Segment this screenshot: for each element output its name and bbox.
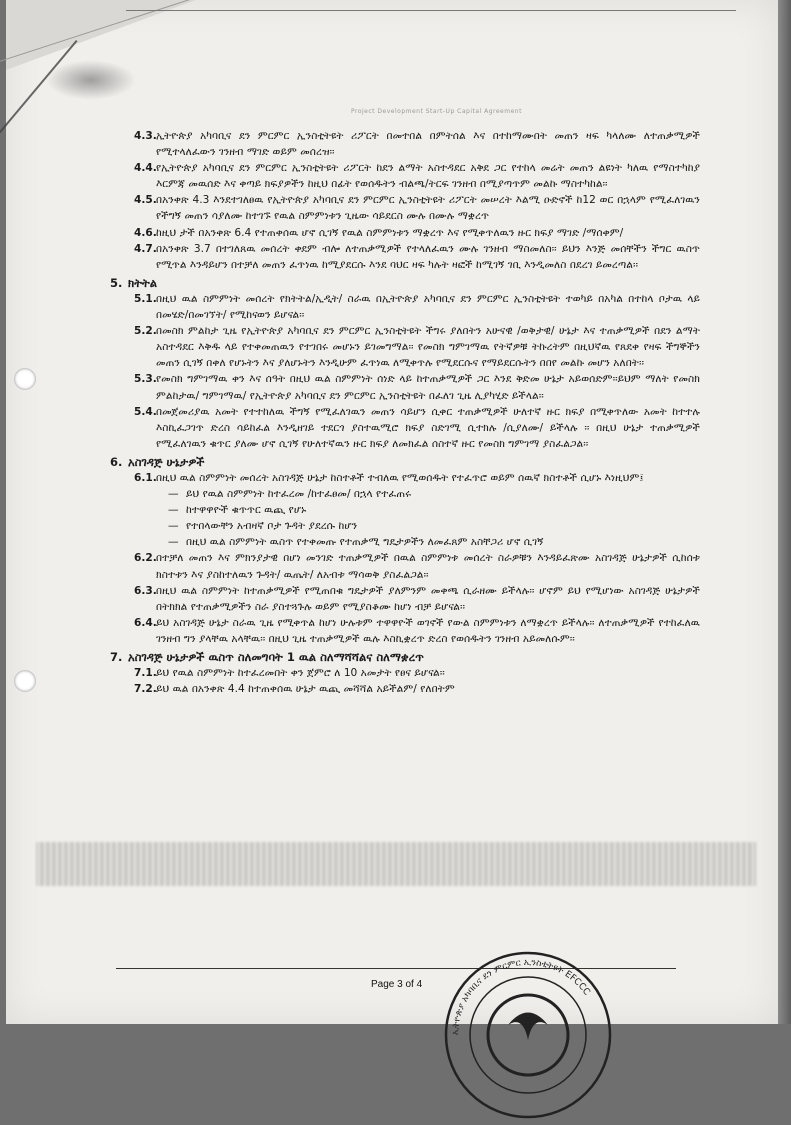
clause-5-3: 5.3. የመስክ ግምገማዉ ቀን እና ሰዓት በዚህ ዉል ስምምነት ሰነድ ላይ ከተጠቃሚዎች ጋር እንደ ቅድመ ሁኔታ አይወሰድም፡፡ይህም ማለት የመስክ ምልከታዉ/ ግምገማዉ/ የኢትዮጵያ አካባቢና ደን ምርምር ኢንስቲትዩት በፈለገ ጊዜ ሊያካሂድ ይችላል፡፡ <box>134 373 700 402</box>
seal-text: ኢትዮጵያ አካባቢና ደን ምርምር ኢንስቲትዩት EFCCC <box>450 957 592 1036</box>
clause-5-2: 5.2. በመስክ ምልከታ ጊዜ የኢትዮጵያ አካባቢና ደን ምርምር ኢንስቲትዩት ችግሩ ያለበትን አሁናዊ /ወቅታዊ/ ሁኔታ እና ተጠቃሚዎች በደን ልማት አስተዳደር እቅዱ ላይ የተቀመጠዉን የተገበሩ መሆኑን ይገመግማል፡፡ የመስክ ግምገማዉ የትኛዎቹ ትኩረትም በዚህኛዉ የጸደቀ የዛፍ ችግኞችን መጠን ሲገኝ በቀለ የሆኑትን እና ያለሆኑትን እንዲሁም ፈጥነዉ ለሚቀጥሉ የሚደርሱና የማይደርሱትን በበየ መልኩ መሆን አለበት፡፡ <box>134 325 700 370</box>
clause-5-1: 5.1. በዚህ ዉል ስምምነት መሰረት የክትትል/ኢዲት/ ስራዉ በኢትዮጵያ አካባቢና ደን ምርምር ኢንስቲትዩት ተወካይ በአካል በተከላ ቦታዉ ላይ በመሄድ/በመገኘት/ የሚከናወን ይሆናል፡፡ <box>134 292 700 322</box>
dash-bullet-icon: — <box>168 520 179 533</box>
clause-6-1: 6.1. በዚህ ዉል ስምምነት መሰረት አስገዳጅ ሁኔታ ከስተቶች ተብለዉ የሚወሰዱት የተፈጥሮ ወይም ሰዉኛ ክስተቶች ሲሆኑ እነዚህም፤ <box>134 471 644 484</box>
dash-list-item: — ይህ የዉል ስምምነት ከተፈረመ /ከተፈፀመ/ በኋላ የተፈጠሩ <box>110 486 700 502</box>
clause-7-2: 7.2. ይህ ዉል በአንቀጽ 4.4 ከተጠቀሰዉ ሁኔታ ዉጪ መሻሻል አይችልም/ የለበትም <box>134 683 455 696</box>
dash-bullet-icon: — <box>168 504 179 517</box>
header-rule <box>126 10 736 11</box>
punch-hole-icon <box>14 670 36 692</box>
section-7-heading: 7. አስገዳጅ ሁኔታዎች ዉስጥ ስለመግባት 1 ዉል ስለማሻሻልና ስለማቋረጥ <box>110 650 424 664</box>
clause-6-3: 6.3. በዚህ ዉል ስምምነት ከተጠቃሚዎች የሚጠበቁ ግዴታዎች ያለምንም መቀጫ ሲራዘሙ ይችላሉ፡፡ ሆኖም ይህ የሚሆነው አስገዳጅ ሁኔታዎች በትክክል የተጠቃሚዎችን ስራ ያስተጓጉሉ ወይም የሚያስቆሙ ከሆነ ብቻ ይሆናል፡፡ <box>134 584 700 613</box>
dash-list-item: — በዚህ ዉል ስምምነት ዉስጥ የተቀመጡ የተጠቃሚ ግዴታዎችን ለመፈጸም አስቸጋሪ ሆኖ ሲገኝ <box>110 534 700 550</box>
document-page <box>6 0 778 1036</box>
clause-6-2: 6.2. በተቻለ መጠን እና ምክንያታዊ በሆነ መንገድ ተጠቃሚዎች በዉል ስምምነቱ መሰረት ስራዎቹን እንዳይፈጽሙ አስገዳጅ ሁኔታዎች ሲከሰቱ ክስተቱን እና ያስከተለዉን ጉዳት/ ዉጤት/ ለአብቱ ማሳወቅ ያስፈልጋል፡፡ <box>134 552 700 581</box>
dash-bullet-icon: — <box>168 488 179 501</box>
clause-4-5: 4.5. በአንቀጽ 4.3 እንደተገለፀዉ የኢትዮጵያ አካባቢና ደን ምርምር ኢንስቲትዩት ሪፖርት መሠረት እልሚ ዑድኖች ከ12 ወር በኋላም የሚፈለገዉን የችግኝ መጠን ሳያለሙ ከተገኙ የዉል ስምምነቱን ጊዜው ሳይደርስ ሙሉ በሙሉ ማቋረጥ <box>134 194 700 223</box>
clause-5-4: 5.4. በመጀመሪያዉ አመት የተተከለዉ ችግኝ የሚፈለገዉን መጠን ሳይሆን ሲቀር ተጠቃሚዎች ሁለተኛ ዙር ክፍያ በሚቀጥለው አመት ከተተሉ እስኪፈጋገጥ ድረስ ሳይከፈል እንዲዘገይ ተደርጎ ያስተዉሚሮ ክፍያ ስድገሚ ሲተክሉ /ሲያለሙ/ ይችላሉ ፡፡ በዚህ ሁኔታ ተጠቃሚዎች የሚፈለገዉን ቁጥር ያለሙ ሆኖ ሲገኝ የሁለተኛዉን ዙር ክፍያ ለመክፈል ሰስተኛ ዙር የመስክ ግምገማ ያስፈልጋል፡፡ <box>134 405 700 450</box>
dash-list-item: — የተበላውቸን አብዛኛ ቦታ ጉዳት ያደረሱ ከሆን <box>110 518 700 534</box>
document-body <box>110 128 700 697</box>
scanner-edge <box>778 0 791 1024</box>
page-number: Page 3 of 4 <box>371 979 423 990</box>
dash-list-item: — ከተዋዋዮች ቁጥጥር ዉጪ የሆኑ <box>110 502 700 518</box>
section-5-heading: 5. ክትትል <box>110 275 158 290</box>
punch-hole-icon <box>14 368 36 390</box>
official-seal-icon <box>438 945 618 1125</box>
section-6-heading: 6. አስገዳጅ ሁኔታዎች <box>110 454 205 469</box>
clause-4-6: 4.6. ከዚህ ታች በአንቀጽ 6.4 የተጠቀሰዉ ሆኖ ሲገኝ የዉል ስምምነቱን ማቋረጥ እና የሚቀጥለዉን ዙር ክፍያ ማገድ /ማሰቀም/ <box>134 226 624 239</box>
clause-4-4: 4.4. የኢትዮጵያ አካባቢና ደን ምርምር ኢንስቲትዩት ሪፖርት ከደን ልማት አስተዳደር አቅደ ጋር የተከላ መሬት መጠን ልዩነት ካለዉ የማስተካከያ እርምጃ መዉሰድ እና ቀጣይ ክፍያዎችን ከዚህ በፊት የወሰዱትን ብልጫ/ትርፍ ገንዘብ በሚያጣጥም መልኩ ማስተካከል፡፡ <box>134 162 700 191</box>
clause-4-7: 4.7. በአንቀጽ 3.7 በተገለጸዉ መሰረት ቀደም ብሎ ለተጠቃሚዎች የተላለፈዉን ሙሉ ገንዘብ ማስመለስ፡፡ ይህን እንጅ መሰቸችን ችግር ዉስጥ የሚጥል እንዳይሆን በተቻለ መጠን ፈጥነዉ ከሚያደርሱ እንደ ባህር ዛፍ ካሉት ዛፎች ከሚገኝ ገቢ እንዲመለስ በደረገ ይመረጣል፡፡ <box>134 242 700 271</box>
scan-smudge <box>46 60 136 100</box>
page-header-text: Project Development Start-Up Capital Agreement <box>351 108 522 115</box>
dash-bullet-icon: — <box>168 536 179 549</box>
scan-streak-artifact <box>36 842 756 886</box>
clause-6-4: 6.4. ይህ አስገዳጅ ሁኔታ ስራዉ ጊዜ የሚቀጥል ከሆነ ሁሉቱም ተዋዋዮች ወገኖች የውል ስምምነቱን ለማቋረጥ ይችላሉ፡፡ ለተጠቃሚዎች የተከፈለዉ ገንዘብ ግን ያላቸዉ አላቸዉ፡፡ በዚህ ጊዜ ተጠቃሚዎች ዉሉ እስኪቋረጥ ድረስ የወሰዱትን ገንዘብ አይመለሱም፡፡ <box>134 616 700 645</box>
clause-4-3: 4.3. ኢትዮጵያ አካባቢና ደን ምርምር ኢንስቲትዩት ሪፖርት በመተበል በምትሰል እና በተከማሙበት መጠን ዛፍ ካላለሙ ለተጠቃሚዎች የሚተላለፈውን ገንዘብ ማገድ ወይም መሰረዝ፡፡ <box>134 130 700 159</box>
clause-7-1: 7.1. ይህ የዉል ስምምነት ከተፈረመበት ቀን ጀምሮ ለ 10 አመታት የፀና ይሆናል፡፡ <box>134 667 445 680</box>
